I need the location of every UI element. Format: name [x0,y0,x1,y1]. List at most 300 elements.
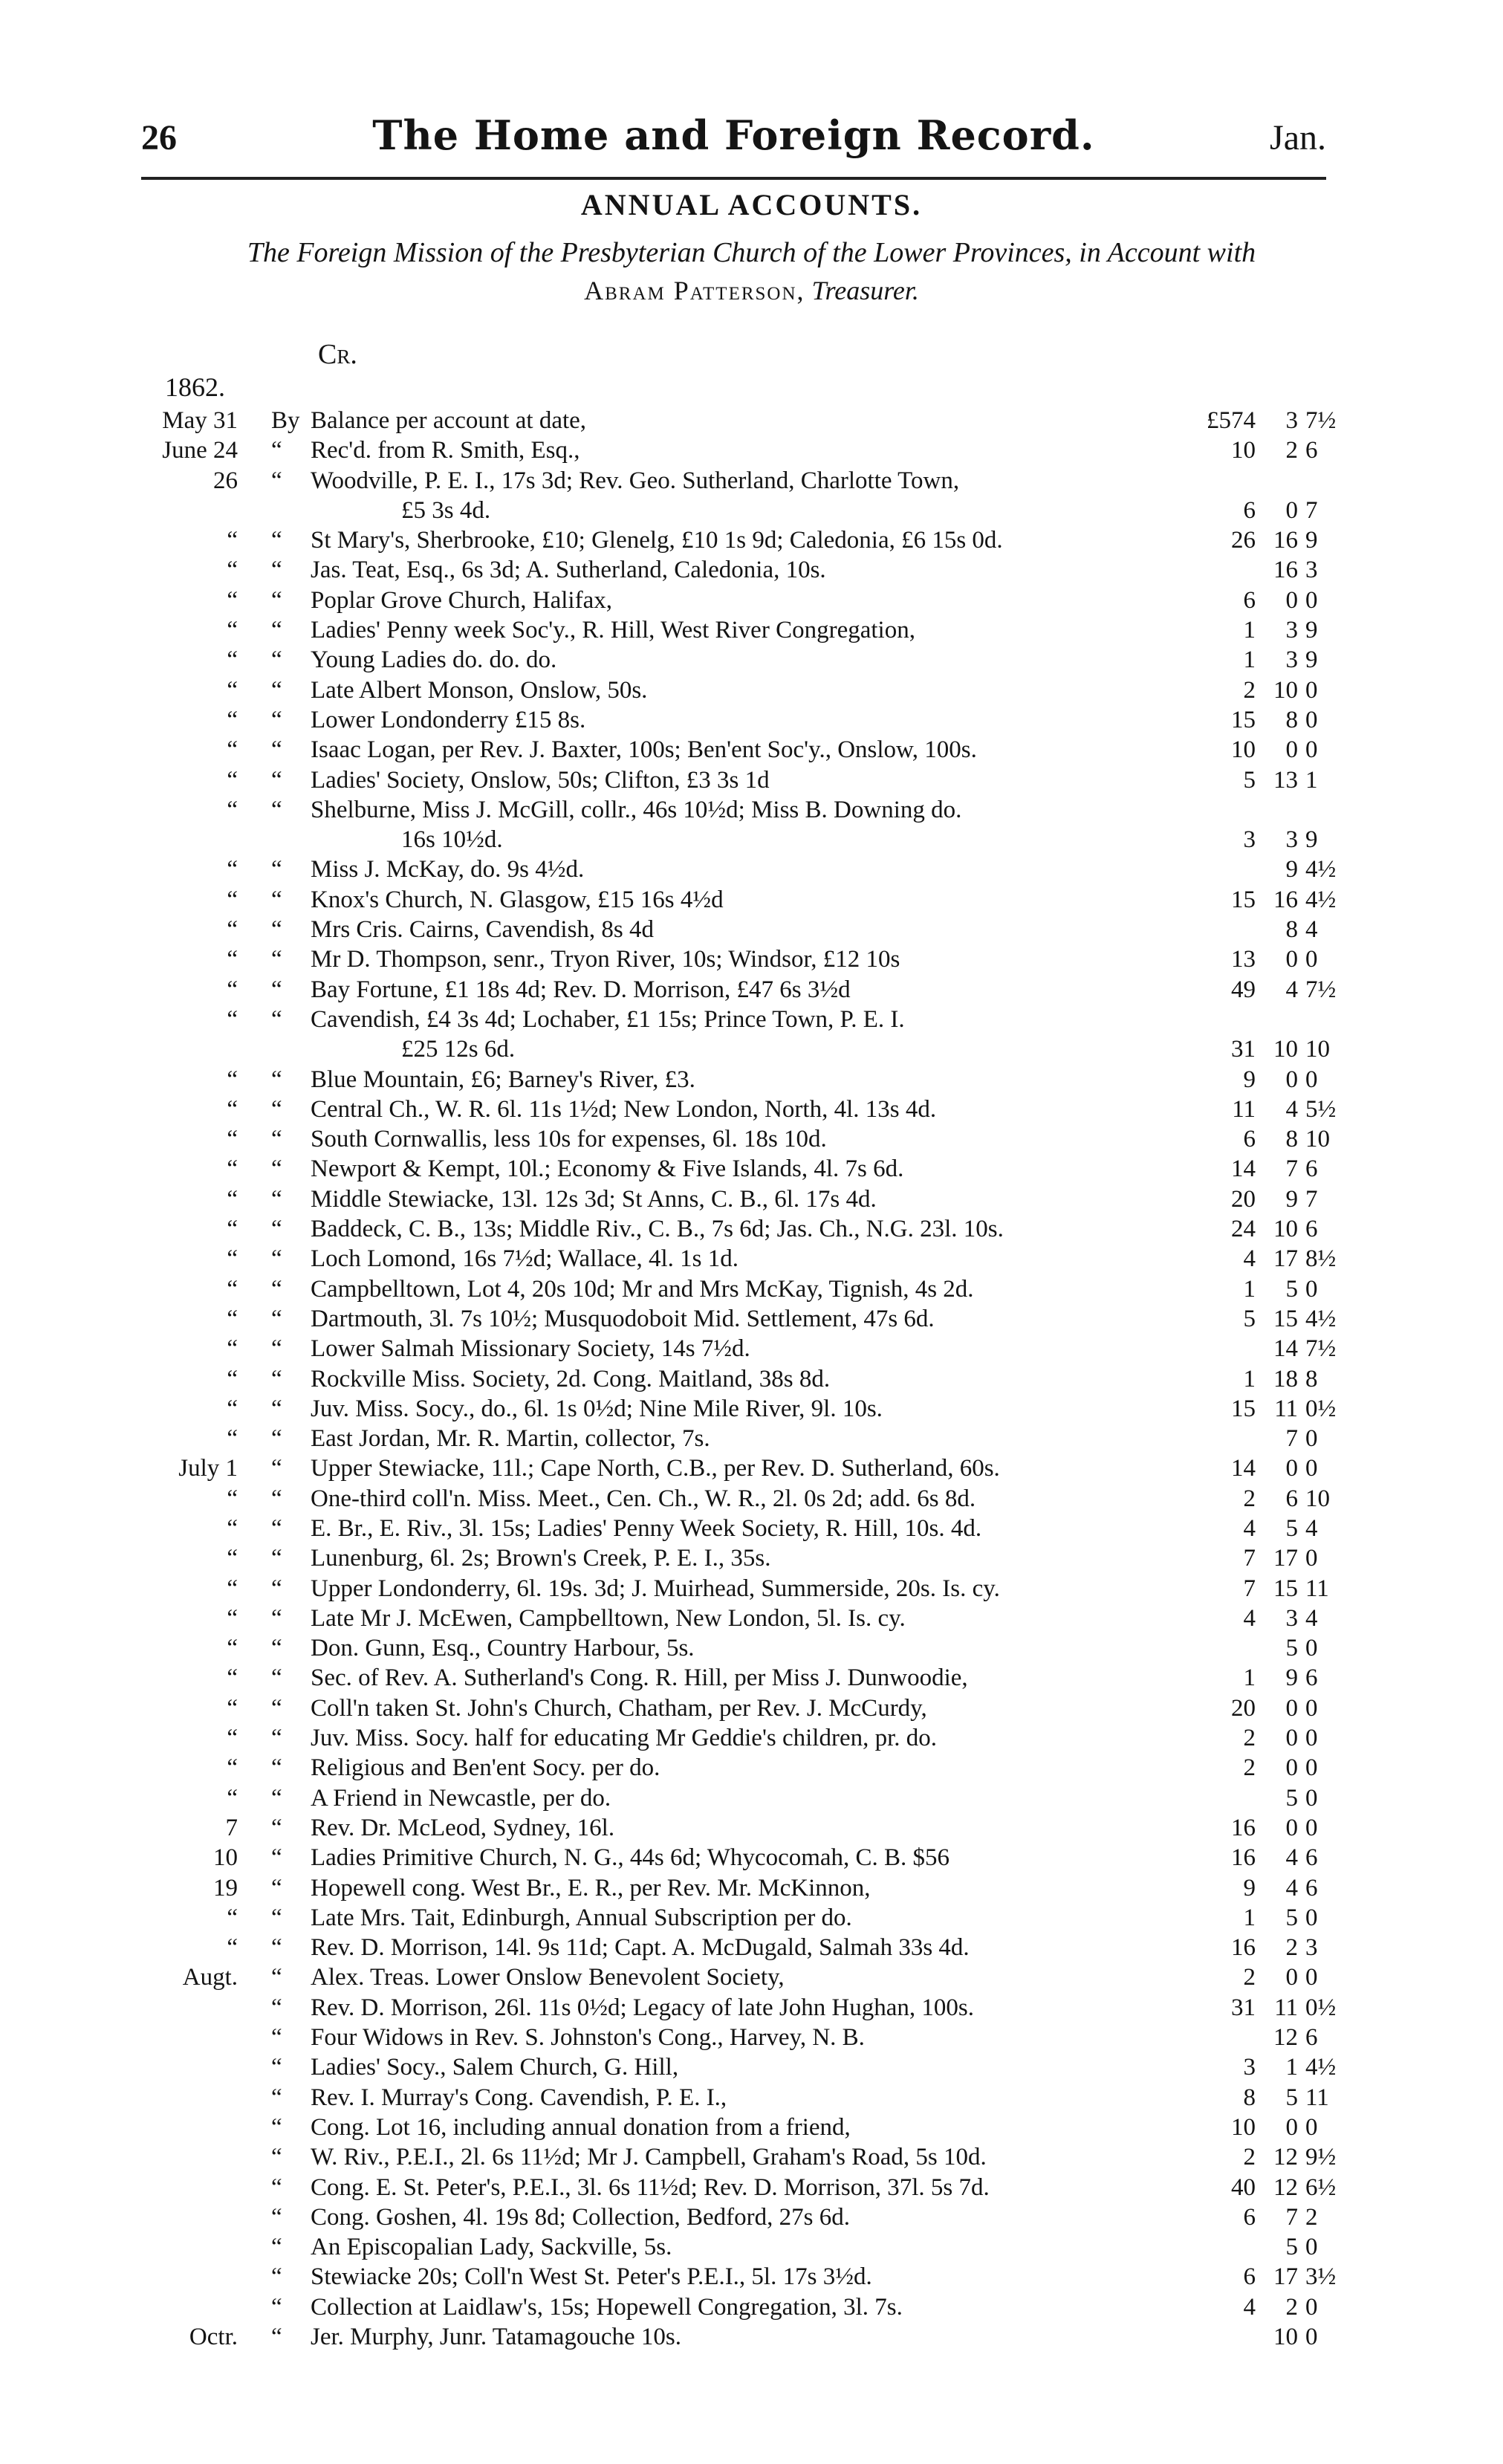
entry-pounds: 11 [1232,1095,1256,1123]
entry-description: Stewiacke 20s; Coll'n West St. Peter's P.E.I., 5l. 17s 3½d. [311,2263,872,2291]
entry-shillings: 16 [1273,886,1298,913]
entry-pence: 6 [1305,1874,1318,1902]
entry-by: “ [271,2113,282,2141]
entry-pence: 3 [1305,557,1318,584]
entry-description: Isaac Logan, per Rev. J. Baxter, 100s; Ben'ent Soc'y., Onslow, 100s. [311,736,977,764]
entry-by: “ [271,437,282,464]
entry-description: Juv. Miss. Socy., do., 6l. 1s 0½d; Nine Mile River, 9l. 10s. [311,1395,883,1422]
account-entry [0,2023,1503,2052]
entry-description: Campbelltown, Lot 4, 20s 10d; Mr and Mrs McKay, Tignish, 4s 2d. [311,1275,974,1303]
entry-date: “ [227,1305,238,1332]
entry-shillings: 2 [1285,2293,1298,2321]
entry-date: “ [227,1784,238,1812]
entry-shillings: 4 [1285,1095,1298,1123]
entry-description: St Mary's, Sherbrooke, £10; Glenelg, £10 1s 9d; Caledonia, £6 15s 0d. [311,527,1003,554]
treasurer-name: Abram Patterson, [584,276,805,305]
entry-description: One-third coll'n. Miss. Meet., Cen. Ch., W. R., 2l. 0s 2d; add. 6s 8d. [311,1485,976,1512]
account-entry [0,1843,1503,1873]
entry-date: “ [227,1095,238,1123]
entry-by: “ [271,1635,282,1662]
account-entry [0,1364,1503,1394]
page-header [141,111,1326,171]
entry-shillings: 8 [1285,916,1298,944]
entry-date: “ [227,706,238,733]
entry-by: “ [271,1664,282,1692]
entry-description: Upper Stewiacke, 11l.; Cape North, C.B., per Rev. D. Sutherland, 60s. [311,1455,1000,1482]
account-entry [0,1304,1503,1334]
entry-by: “ [271,1185,282,1213]
account-entry [0,1543,1503,1573]
entry-description: Young Ladies do. do. do. [311,646,557,674]
entry-pence: 0 [1305,1814,1318,1841]
entry-shillings: 17 [1273,1545,1298,1572]
entry-date: Octr. [189,2324,238,2350]
entry-description: Knox's Church, N. Glasgow, £15 16s 4½d [311,886,724,913]
entry-pounds: 14 [1231,1455,1256,1482]
entry-shillings: 9 [1285,856,1298,884]
entry-shillings: 7 [1285,2203,1298,2231]
journal-title: The Home and Foreign Record. [372,111,1095,159]
entry-pence: 0 [1305,1425,1318,1453]
entry-pounds: 49 [1231,976,1256,1003]
entry-by: “ [271,1694,282,1722]
entry-shillings: 3 [1285,1604,1298,1632]
account-entry [0,1184,1503,1214]
entry-pence: 9½ [1305,2144,1337,2171]
account-entry [0,1274,1503,1304]
entry-date: “ [227,976,238,1003]
entry-pence: 0 [1305,736,1318,764]
entry-date: “ [227,1635,238,1662]
account-entry [0,675,1503,705]
entry-pence: 2 [1305,2203,1318,2231]
entry-shillings: 15 [1273,1305,1298,1332]
entry-shillings: 4 [1285,1874,1298,1902]
entry-by: “ [271,2263,282,2291]
entry-description: Woodville, P. E. I., 17s 3d; Rev. Geo. Sutherland, Charlotte Town, [311,467,960,494]
account-entries [0,406,1503,2352]
entry-shillings: 15 [1273,1575,1298,1602]
entry-pence: 0½ [1305,1994,1337,2021]
entry-by: “ [271,1725,282,1752]
entry-description: Newport & Kempt, 10l.; Economy & Five Islands, 4l. 7s 6d. [311,1155,904,1183]
entry-shillings: 0 [1285,1455,1298,1482]
account-entry [0,1124,1503,1154]
entry-date: “ [227,1425,238,1453]
entry-by: “ [271,1395,282,1422]
entry-pence: 7½ [1305,976,1337,1003]
entry-by: “ [271,1365,282,1393]
entry-shillings: 0 [1285,496,1298,524]
entry-shillings: 18 [1273,1365,1298,1393]
account-entry [0,406,1503,435]
account-entry [0,944,1503,974]
entry-by: “ [271,2084,282,2111]
entry-date: “ [227,946,238,973]
entry-pence: 9 [1305,527,1318,554]
account-entry [0,1753,1503,1783]
entry-pounds: 4 [1243,2293,1256,2321]
entry-pounds: 8 [1243,2084,1256,2111]
account-entry [0,2052,1503,2082]
account-entry [0,1424,1503,1453]
entry-description: Shelburne, Miss J. McGill, collr., 46s 10½d; Miss B. Downing do. [311,796,962,823]
account-entry [0,1873,1503,1903]
entry-date: “ [227,646,238,674]
entry-description: Juv. Miss. Socy. half for educating Mr Geddie's children, pr. do. [311,1725,938,1752]
entry-date: “ [227,1725,238,1752]
entry-shillings: 2 [1285,437,1298,464]
entry-description: £5 3s 4d. [401,496,491,524]
entry-shillings: 11 [1274,1395,1298,1422]
account-entry [0,1663,1503,1693]
entry-shillings: 5 [1285,1275,1298,1303]
entry-pence: 0 [1305,1275,1318,1303]
page-number: 26 [141,118,177,158]
entry-shillings: 2 [1285,1934,1298,1962]
account-entry [0,466,1503,496]
entry-pence: 6 [1305,437,1318,464]
entry-pounds: 1 [1243,646,1256,674]
entry-pounds: 3 [1243,2054,1256,2081]
entry-date: “ [227,1604,238,1632]
entry-by: “ [271,2144,282,2171]
entry-by: “ [271,946,282,973]
entry-shillings: 13 [1273,766,1298,794]
entry-by: “ [271,1844,282,1872]
entry-by: “ [271,706,282,733]
entry-shillings: 4 [1285,1844,1298,1872]
entry-pounds: 6 [1243,2263,1256,2291]
entry-pounds: 3 [1243,826,1256,854]
entry-pounds: 1 [1243,1365,1256,1393]
account-entry [0,1993,1503,2023]
entry-by: “ [271,1066,282,1093]
entry-pence: 0 [1305,706,1318,733]
entry-by: “ [271,1305,282,1332]
entry-pounds: £574 [1207,407,1256,434]
entry-date: “ [227,886,238,913]
entry-pence: 10 [1305,1485,1330,1512]
entry-shillings: 0 [1285,1754,1298,1782]
entry-description: Ladies' Socy., Salem Church, G. Hill, [311,2054,679,2081]
entry-pounds: 4 [1243,1514,1256,1542]
entry-description: A Friend in Newcastle, per do. [311,1784,611,1812]
entry-pounds: 4 [1243,1245,1256,1273]
entry-description: Upper Londonderry, 6l. 19s. 3d; J. Muirhead, Summerside, 20s. Is. cy. [311,1575,1000,1602]
entry-pounds: 31 [1231,1036,1256,1063]
entry-description: Jas. Teat, Esq., 6s 3d; A. Sutherland, Caledonia, 10s. [311,557,826,584]
entry-pence: 0 [1305,1904,1318,1931]
entry-description: Late Albert Monson, Onslow, 50s. [311,676,648,704]
entry-description: E. Br., E. Riv., 3l. 15s; Ladies' Penny Week Society, R. Hill, 10s. 4d. [311,1514,982,1542]
entry-pence: 0 [1305,1545,1318,1572]
entry-pence: 0 [1305,676,1318,704]
entry-shillings: 0 [1285,1814,1298,1841]
entry-description: Central Ch., W. R. 6l. 11s 1½d; New London, North, 4l. 13s 4d. [311,1095,937,1123]
account-entry [0,2262,1503,2292]
entry-description: Ladies' Society, Onslow, 50s; Clifton, £3 3s 1d [311,766,770,794]
entry-pounds: 16 [1231,1814,1256,1841]
entry-date: “ [227,1545,238,1572]
entry-date: “ [227,1335,238,1363]
account-entry [0,1693,1503,1723]
entry-shillings: 4 [1285,976,1298,1003]
entry-description: Balance per account at date, [311,407,587,434]
entry-date: “ [227,1664,238,1692]
entry-pounds: 16 [1231,1934,1256,1962]
entry-by: “ [271,2203,282,2231]
entry-shillings: 12 [1273,2024,1298,2052]
account-entry [0,2083,1503,2113]
entry-description: Rockville Miss. Society, 2d. Cong. Maitland, 38s 8d. [311,1365,831,1393]
entry-by: “ [271,1904,282,1931]
entry-description: Lower Salmah Missionary Society, 14s 7½d. [311,1335,750,1363]
entry-shillings: 17 [1273,1245,1298,1273]
entry-by: “ [271,1964,282,1991]
entry-shillings: 0 [1285,1066,1298,1093]
account-entry [0,1244,1503,1274]
account-entry [0,1604,1503,1633]
entry-description: Ladies Primitive Church, N. G., 44s 6d; Whycocomah, C. B. $56 [311,1844,950,1872]
account-entry [0,975,1503,1005]
entry-description: Rev. I. Murray's Cong. Cavendish, P. E. I., [311,2084,727,2111]
entry-by: “ [271,1095,282,1123]
entry-pounds: 1 [1243,1664,1256,1692]
treasurer-line [0,275,1503,306]
entry-date: “ [227,1245,238,1273]
entry-shillings: 10 [1273,2324,1298,2350]
entry-description: Rev. Dr. McLeod, Sydney, 16l. [311,1814,615,1841]
entry-by: “ [271,646,282,674]
entry-date: “ [227,1904,238,1931]
entry-pounds: 2 [1243,1964,1256,1991]
entry-pence: 1 [1305,766,1318,794]
entry-description: Loch Lomond, 16s 7½d; Wallace, 4l. 1s 1d. [311,1245,738,1273]
entry-description: Sec. of Rev. A. Sutherland's Cong. R. Hill, per Miss J. Dunwoodie, [311,1664,968,1692]
entry-description: Alex. Treas. Lower Onslow Benevolent Society, [311,1964,785,1991]
entry-pounds: 6 [1243,1126,1256,1153]
entry-pence: 10 [1305,1036,1330,1063]
account-entry [0,2292,1503,2322]
entry-shillings: 10 [1273,1216,1298,1243]
entry-description: East Jordan, Mr. R. Martin, collector, 7s. [311,1425,710,1453]
account-entry [0,795,1503,825]
entry-description: Late Mr J. McEwen, Campbelltown, New London, 5l. Is. cy. [311,1604,906,1632]
entry-pence: 0 [1305,586,1318,614]
entry-shillings: 0 [1285,736,1298,764]
entry-shillings: 1 [1285,2054,1298,2081]
entry-by: “ [271,766,282,794]
entry-description: Lunenburg, 6l. 2s; Brown's Creek, P. E. I., 35s. [311,1545,771,1572]
account-entry [0,2232,1503,2262]
entry-pence: 0 [1305,2234,1318,2261]
entry-pounds: 7 [1243,1545,1256,1572]
entry-pence: 4½ [1305,856,1337,884]
entry-pounds: 10 [1231,736,1256,764]
treasurer-role: Treasurer. [811,276,919,305]
account-entry [0,1484,1503,1514]
entry-pence: 0 [1305,2293,1318,2321]
entry-pence: 0 [1305,1725,1318,1752]
entry-shillings: 8 [1285,1126,1298,1153]
entry-pounds: 1 [1243,617,1256,644]
entry-by: “ [271,886,282,913]
entry-by: “ [271,1814,282,1841]
entry-pounds: 6 [1243,496,1256,524]
entry-pounds: 2 [1243,1485,1256,1512]
entry-pence: 4½ [1305,886,1337,913]
entry-shillings: 5 [1285,2084,1298,2111]
entry-date: “ [227,1575,238,1602]
entry-pounds: 6 [1243,586,1256,614]
entry-pence: 0 [1305,2113,1318,2141]
entry-shillings: 9 [1285,1664,1298,1692]
account-entry [0,435,1503,465]
entry-description: Mrs Cris. Cairns, Cavendish, 8s 4d [311,916,654,944]
entry-by: “ [271,2293,282,2321]
entry-date: “ [227,1185,238,1213]
entry-pence: 0 [1305,1964,1318,1991]
account-entry [0,705,1503,735]
account-entry [0,1933,1503,1962]
entry-shillings: 0 [1285,946,1298,973]
entry-shillings: 0 [1285,1725,1298,1752]
entry-by: “ [271,1275,282,1303]
entry-shillings: 0 [1285,2113,1298,2141]
account-entry [0,1453,1503,1483]
entry-pence: 3 [1305,1934,1318,1962]
entry-date: 19 [213,1874,238,1902]
entry-pence: 0 [1305,1066,1318,1093]
entry-date: “ [227,1694,238,1722]
entry-pence: 0 [1305,1784,1318,1812]
entry-pence: 4 [1305,1514,1318,1542]
entry-date: “ [227,557,238,584]
entry-date: “ [227,1005,238,1033]
entry-pence: 11 [1305,2084,1329,2111]
entry-by: “ [271,467,282,494]
entry-description: Rev. D. Morrison, 14l. 9s 11d; Capt. A. McDugald, Salmah 33s 4d. [311,1934,970,1962]
entry-date: 26 [213,467,238,494]
entry-pence: 0 [1305,2324,1318,2350]
entry-by: “ [271,736,282,764]
entry-date: “ [227,1126,238,1153]
entry-by: “ [271,916,282,944]
account-entry [0,2322,1503,2352]
entry-by: “ [271,856,282,884]
entry-description: Middle Stewiacke, 13l. 12s 3d; St Anns, C. B., 6l. 17s 4d. [311,1185,877,1213]
entry-date: 10 [213,1844,238,1872]
entry-shillings: 7 [1285,1155,1298,1183]
entry-pounds: 10 [1231,2113,1256,2141]
entry-pence: 10 [1305,1126,1330,1153]
entry-shillings: 3 [1285,826,1298,854]
entry-pounds: 2 [1243,2144,1256,2171]
entry-shillings: 0 [1285,586,1298,614]
account-entry [0,1095,1503,1124]
account-entry [0,645,1503,675]
year-label: 1862. [165,372,225,402]
entry-description: £25 12s 6d. [401,1036,516,1063]
entry-pence: 6 [1305,1844,1318,1872]
entry-pence: 9 [1305,826,1318,854]
entry-pence: 0 [1305,946,1318,973]
entry-pence: 4 [1305,916,1318,944]
entry-shillings: 3 [1285,407,1298,434]
entry-by: “ [271,1216,282,1243]
entry-description: An Episcopalian Lady, Sackville, 5s. [311,2234,672,2261]
account-entry [0,1574,1503,1604]
entry-date: “ [227,796,238,823]
entry-by: “ [271,1545,282,1572]
entry-pence: 6 [1305,1664,1318,1692]
entry-by: “ [271,1455,282,1482]
entry-by: “ [271,1784,282,1812]
entry-by: “ [271,676,282,704]
entry-description: Miss J. McKay, do. 9s 4½d. [311,856,585,884]
entry-shillings: 16 [1273,527,1298,554]
entry-pence: 7½ [1305,1335,1337,1363]
account-entry [0,1813,1503,1843]
entry-pence: 9 [1305,646,1318,674]
entry-date: June 24 [162,437,238,464]
entry-by: “ [271,586,282,614]
entry-pence: 8 [1305,1365,1318,1393]
entry-by: “ [271,1335,282,1363]
entry-pounds: 1 [1243,1275,1256,1303]
entry-by: “ [271,976,282,1003]
entry-pence: 0½ [1305,1395,1337,1422]
entry-pounds: 2 [1243,1754,1256,1782]
entry-shillings: 0 [1285,1694,1298,1722]
entry-pence: 9 [1305,617,1318,644]
entry-description: Cavendish, £4 3s 4d; Lochaber, £1 15s; Prince Town, P. E. I. [311,1005,905,1033]
account-entry [0,615,1503,645]
entry-shillings: 3 [1285,617,1298,644]
account-entry [0,1394,1503,1424]
account-entry [0,1962,1503,1992]
entry-date: “ [227,1395,238,1422]
entry-description: Baddeck, C. B., 13s; Middle Riv., C. B., 7s 6d; Jas. Ch., N.G. 23l. 10s. [311,1216,1004,1243]
account-entry [0,1723,1503,1753]
account-entry [0,825,1503,855]
account-entry [0,2173,1503,2202]
entry-shillings: 5 [1285,1514,1298,1542]
entry-date: May 31 [162,407,238,434]
entry-date: “ [227,1485,238,1512]
account-entry [0,855,1503,884]
entry-date: “ [227,1365,238,1393]
entry-shillings: 9 [1285,1185,1298,1213]
entry-description: Religious and Ben'ent Socy. per do. [311,1754,660,1782]
entry-pounds: 6 [1243,2203,1256,2231]
entry-pence: 4 [1305,1604,1318,1632]
account-entry [0,2202,1503,2232]
entry-pence: 4½ [1305,2054,1337,2081]
account-entry [0,1903,1503,1933]
header-rule [141,177,1326,180]
entry-by: “ [271,1005,282,1033]
entry-pounds: 15 [1231,706,1256,733]
entry-pounds: 5 [1243,1305,1256,1332]
entry-description: Lower Londonderry £15 8s. [311,706,586,733]
entry-by: “ [271,2024,282,2052]
entry-description: Dartmouth, 3l. 7s 10½; Musquodoboit Mid. Settlement, 47s 6d. [311,1305,935,1332]
entry-shillings: 11 [1274,1994,1298,2021]
entry-pounds: 4 [1243,1604,1256,1632]
entry-date: “ [227,527,238,554]
